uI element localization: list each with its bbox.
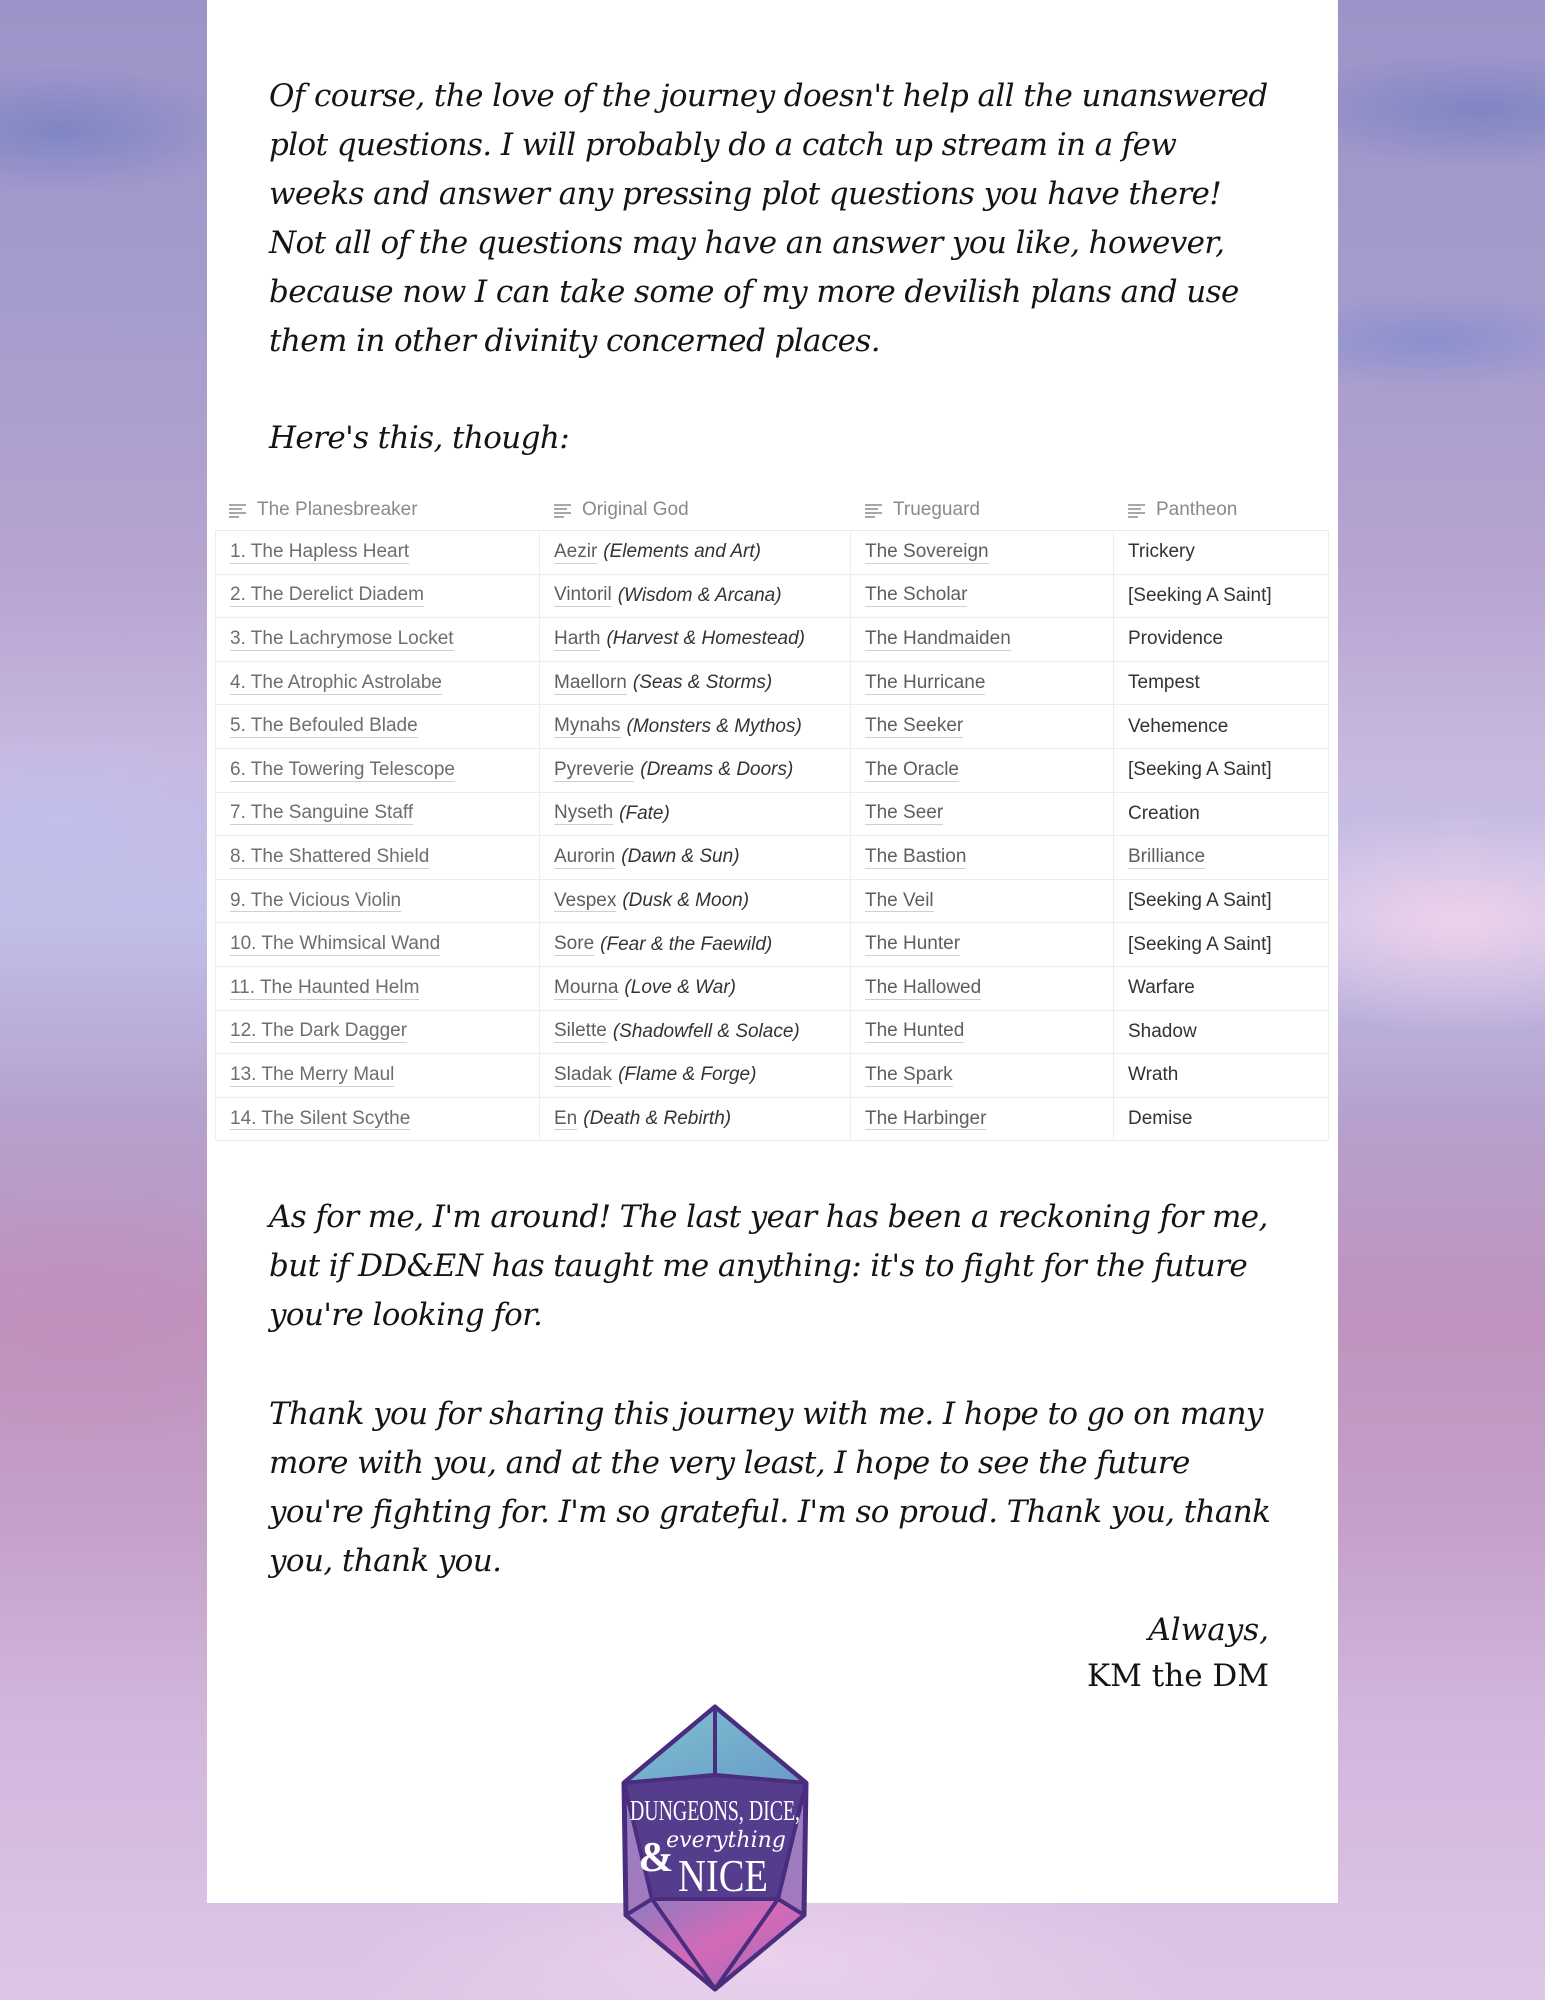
pantheon-value: [Seeking A Saint] <box>1128 933 1272 955</box>
trueguard-link[interactable]: The Hunted <box>865 1020 965 1042</box>
table-row <box>215 662 1329 706</box>
cell-trueguard <box>851 967 1114 1010</box>
table-row <box>215 531 1329 575</box>
dungeons-dice-everything-nice-logo <box>620 1703 810 1993</box>
cell-planesbreaker <box>215 923 540 966</box>
cell-trueguard <box>851 1054 1114 1097</box>
trueguard-link[interactable]: The Hallowed <box>865 976 982 998</box>
trueguard-link[interactable]: The Sovereign <box>865 540 989 562</box>
cell-original-god <box>540 618 851 661</box>
pantheon-value: Warfare <box>1128 977 1195 999</box>
planesbreaker-link[interactable]: 7. The Sanguine Staff <box>230 802 414 824</box>
cell-trueguard <box>851 662 1114 705</box>
planesbreaker-link[interactable]: 14. The Silent Scythe <box>230 1107 411 1129</box>
column-label: Original God <box>582 499 689 520</box>
cell-pantheon <box>1114 575 1329 618</box>
planesbreaker-link[interactable]: 4. The Atrophic Astrolabe <box>230 671 442 693</box>
column-header-original-god[interactable] <box>540 499 851 521</box>
cell-trueguard <box>851 1011 1114 1054</box>
planesbreaker-table <box>215 490 1329 1141</box>
cell-original-god <box>540 1098 851 1141</box>
pantheon-value: [Seeking A Saint] <box>1128 890 1272 912</box>
cell-trueguard <box>851 1098 1114 1141</box>
pantheon-link[interactable]: Brilliance <box>1128 846 1206 868</box>
table-row <box>215 705 1329 749</box>
cell-planesbreaker <box>215 662 540 705</box>
cell-original-god <box>540 705 851 748</box>
planesbreaker-link[interactable]: 12. The Dark Dagger <box>230 1020 408 1042</box>
cell-pantheon <box>1114 1011 1329 1054</box>
god-link[interactable]: Vintoril <box>554 584 612 606</box>
pantheon-value: Creation <box>1128 802 1200 824</box>
cell-planesbreaker <box>215 1054 540 1097</box>
god-link[interactable]: Maellorn <box>554 671 627 693</box>
signature: KM the DM <box>1087 1658 1269 1694</box>
god-domain: (Dawn & Sun) <box>621 846 740 868</box>
cell-planesbreaker <box>215 880 540 923</box>
pantheon-value: Shadow <box>1128 1020 1197 1042</box>
logo-text-line3: NICE <box>678 1850 768 1901</box>
cell-trueguard <box>851 793 1114 836</box>
cell-pantheon <box>1114 749 1329 792</box>
cell-pantheon <box>1114 967 1329 1010</box>
table-row <box>215 836 1329 880</box>
cell-original-god <box>540 662 851 705</box>
god-link[interactable]: Pyreverie <box>554 758 635 780</box>
cell-trueguard <box>851 531 1114 574</box>
table-header <box>215 490 1329 531</box>
god-link[interactable]: Sladak <box>554 1064 613 1085</box>
column-label: Trueguard <box>893 499 980 520</box>
trueguard-link[interactable]: The Oracle <box>865 758 959 780</box>
cell-original-god <box>540 531 851 574</box>
cell-original-god <box>540 880 851 923</box>
god-link[interactable]: Aezir <box>554 540 598 562</box>
pantheon-value: Demise <box>1128 1108 1193 1130</box>
table-row <box>215 1011 1329 1055</box>
trueguard-link[interactable]: The Handmaiden <box>865 628 1011 650</box>
cell-pantheon <box>1114 705 1329 748</box>
god-domain: (Dusk & Moon) <box>622 890 750 912</box>
trueguard-link[interactable]: The Hurricane <box>865 671 986 693</box>
table-row <box>215 575 1329 619</box>
cell-original-god <box>540 1054 851 1097</box>
cell-planesbreaker <box>215 705 540 748</box>
column-header-planesbreaker[interactable] <box>215 499 540 521</box>
table-row <box>215 1098 1329 1142</box>
intro-paragraph <box>269 72 1279 366</box>
closing-paragraph-2-text: Thank you for sharing this journey with me. I hope to go on many more with you, and at the very least, I hope to see the future you're fighting for. I'm so grateful. I'm so proud. Thank you, thank you, thank you. <box>269 1396 1271 1579</box>
cell-original-god <box>540 967 851 1010</box>
cell-pantheon <box>1114 1098 1329 1141</box>
lead-in <box>269 414 1279 463</box>
cell-planesbreaker <box>215 1098 540 1141</box>
trueguard-link[interactable]: The Veil <box>865 889 934 911</box>
trueguard-link[interactable]: The Spark <box>865 1064 953 1085</box>
pantheon-value: [Seeking A Saint] <box>1128 584 1272 606</box>
god-domain: (Fate) <box>619 802 670 824</box>
god-domain: (Shadowfell & Solace) <box>612 1020 800 1042</box>
planesbreaker-link[interactable]: 13. The Merry Maul <box>230 1064 395 1085</box>
trueguard-link[interactable]: The Seer <box>865 802 944 824</box>
cell-trueguard <box>851 749 1114 792</box>
god-link[interactable]: Vespex <box>554 889 617 911</box>
cell-planesbreaker <box>215 793 540 836</box>
cell-planesbreaker <box>215 967 540 1010</box>
cell-planesbreaker <box>215 836 540 879</box>
cell-pantheon <box>1114 531 1329 574</box>
cell-original-god <box>540 1011 851 1054</box>
table-body <box>215 531 1329 1141</box>
god-domain: (Seas & Storms) <box>632 672 773 694</box>
god-link[interactable]: Silette <box>554 1020 607 1042</box>
god-link[interactable]: Mynahs <box>554 715 621 737</box>
table-row <box>215 880 1329 924</box>
cell-pantheon <box>1114 793 1329 836</box>
closing-paragraph-1 <box>269 1193 1279 1340</box>
cell-pantheon <box>1114 662 1329 705</box>
cell-original-god <box>540 575 851 618</box>
god-domain: (Fear & the Faewild) <box>600 933 773 955</box>
pantheon-value: [Seeking A Saint] <box>1128 759 1272 781</box>
trueguard-link[interactable]: The Seeker <box>865 715 964 737</box>
pantheon-value: Providence <box>1128 628 1224 650</box>
cell-pantheon <box>1114 1054 1329 1097</box>
cell-trueguard <box>851 836 1114 879</box>
table-row <box>215 749 1329 793</box>
cell-trueguard <box>851 618 1114 661</box>
closing-paragraph-1-text: As for me, I'm around! The last year has been a reckoning for me, but if DD&EN has taught me anything: it's to fight for the future you're looking for. <box>269 1199 1268 1333</box>
cell-pantheon <box>1114 618 1329 661</box>
planesbreaker-link[interactable]: 8. The Shattered Shield <box>230 846 430 868</box>
text-lines-icon <box>1128 503 1146 517</box>
cell-pantheon <box>1114 836 1329 879</box>
god-link[interactable]: Sore <box>554 933 595 955</box>
table-row <box>215 618 1329 662</box>
planesbreaker-link[interactable]: 6. The Towering Telescope <box>230 758 455 780</box>
cell-pantheon <box>1114 880 1329 923</box>
closing-paragraph-2 <box>269 1390 1279 1586</box>
cell-planesbreaker <box>215 749 540 792</box>
cell-trueguard <box>851 923 1114 966</box>
cell-trueguard <box>851 880 1114 923</box>
logo-ampersand: & <box>638 1835 674 1881</box>
god-domain: (Harvest & Homestead) <box>606 628 805 650</box>
trueguard-link[interactable]: The Scholar <box>865 584 968 606</box>
text-lines-icon <box>554 503 572 517</box>
god-domain: (Flame & Forge) <box>618 1064 757 1086</box>
god-domain: (Dreams & Doors) <box>640 759 794 781</box>
text-lines-icon <box>865 503 883 517</box>
pantheon-value: Tempest <box>1128 672 1200 694</box>
cell-trueguard <box>851 705 1114 748</box>
lead-in-text: Here's this, though: <box>269 420 570 456</box>
cell-original-god <box>540 836 851 879</box>
trueguard-link[interactable]: The Bastion <box>865 846 967 868</box>
signoff: Always, <box>1148 1612 1269 1648</box>
column-header-trueguard[interactable] <box>851 499 1114 521</box>
god-link[interactable]: En <box>554 1107 578 1129</box>
planesbreaker-link[interactable]: 10. The Whimsical Wand <box>230 933 441 955</box>
planesbreaker-link[interactable]: 11. The Haunted Helm <box>230 976 420 998</box>
d20-bottom-face <box>626 1899 804 1989</box>
table-row <box>215 967 1329 1011</box>
cell-original-god <box>540 923 851 966</box>
god-link[interactable]: Harth <box>554 628 601 650</box>
planesbreaker-link[interactable]: 5. The Befouled Blade <box>230 715 418 737</box>
pantheon-value: Wrath <box>1128 1064 1179 1086</box>
pantheon-value: Trickery <box>1128 541 1195 563</box>
god-link[interactable]: Aurorin <box>554 846 616 868</box>
cell-original-god <box>540 749 851 792</box>
god-domain: (Death & Rebirth) <box>583 1108 732 1130</box>
god-link[interactable]: Mourna <box>554 976 619 998</box>
god-domain: (Love & War) <box>624 977 736 999</box>
table-row <box>215 1054 1329 1098</box>
god-domain: (Elements and Art) <box>603 541 761 563</box>
column-header-pantheon[interactable] <box>1114 499 1329 521</box>
god-domain: (Wisdom & Arcana) <box>617 584 782 606</box>
intro-paragraph-text: Of course, the love of the journey doesn't help all the unanswered plot questions. I will probably do a catch up stream in a few weeks and answer any pressing plot questions you have there! Not all of the questions may have an answer you like, however, because now I can take some of my more devilish plans and use them in other divinity concerned places. <box>269 78 1268 359</box>
text-lines-icon <box>229 503 247 517</box>
table-row <box>215 923 1329 967</box>
god-link[interactable]: Nyseth <box>554 802 614 824</box>
cell-planesbreaker <box>215 575 540 618</box>
pantheon-value: Vehemence <box>1128 715 1229 737</box>
planesbreaker-link[interactable]: 2. The Derelict Diadem <box>230 584 424 606</box>
planesbreaker-link[interactable]: 3. The Lachrymose Locket <box>230 628 454 650</box>
cell-planesbreaker <box>215 618 540 661</box>
column-label: The Planesbreaker <box>257 499 418 520</box>
planesbreaker-link[interactable]: 9. The Vicious Violin <box>230 889 402 911</box>
cell-original-god <box>540 793 851 836</box>
logo-text-line2: everything <box>666 1828 786 1853</box>
signoff-block <box>1087 1607 1269 1699</box>
god-domain: (Monsters & Mythos) <box>626 715 802 737</box>
table-row <box>215 793 1329 837</box>
trueguard-link[interactable]: The Hunter <box>865 933 961 955</box>
cell-trueguard <box>851 575 1114 618</box>
cell-planesbreaker <box>215 1011 540 1054</box>
trueguard-link[interactable]: The Harbinger <box>865 1107 987 1129</box>
cell-planesbreaker <box>215 531 540 574</box>
cell-pantheon <box>1114 923 1329 966</box>
planesbreaker-link[interactable]: 1. The Hapless Heart <box>230 540 410 562</box>
logo-text-line1: DUNGEONS, DICE, <box>630 1795 800 1827</box>
column-label: Pantheon <box>1156 499 1238 520</box>
